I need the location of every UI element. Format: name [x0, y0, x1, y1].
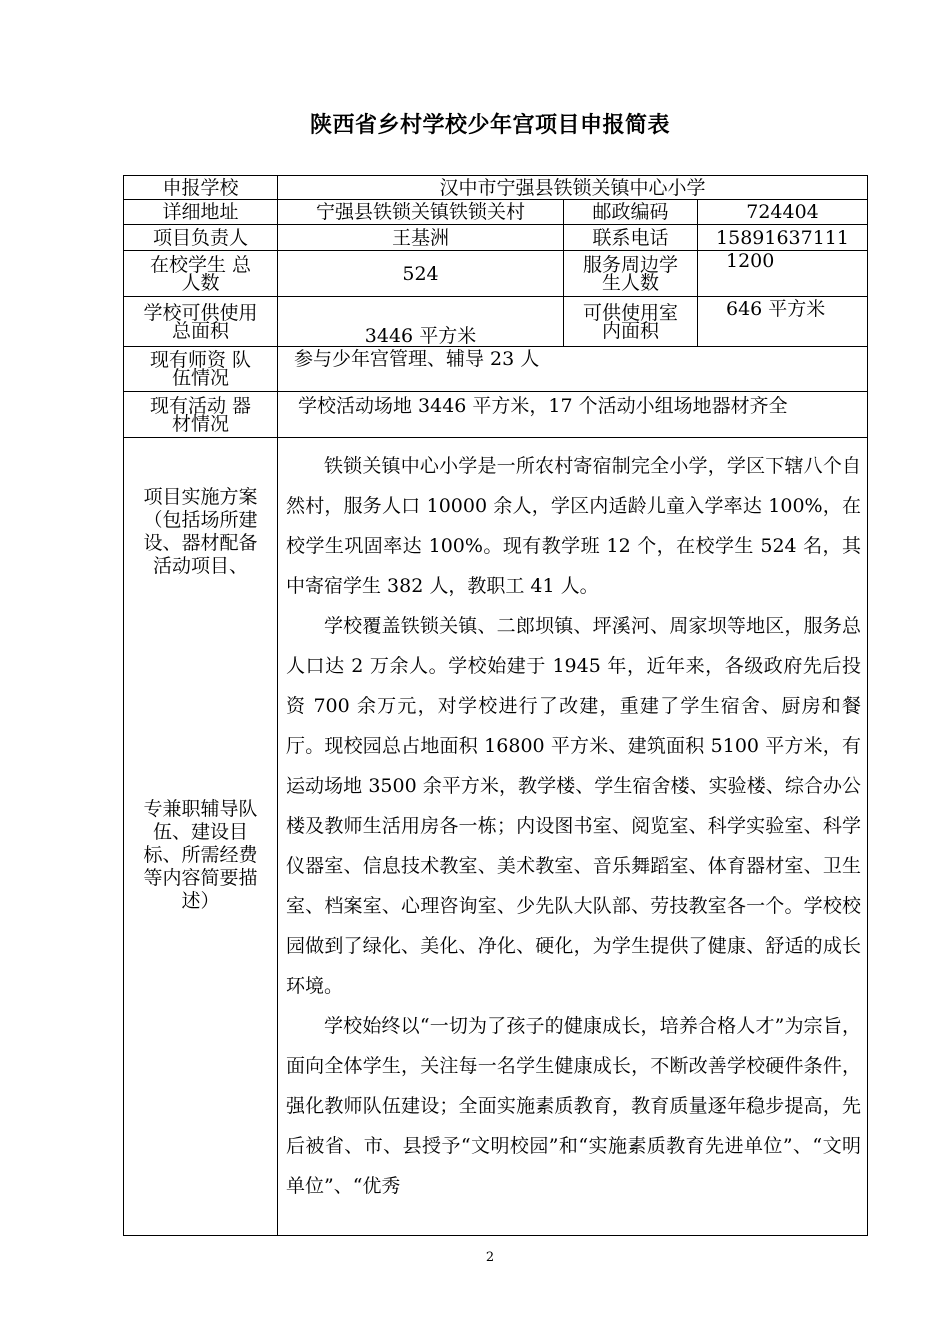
- label-area-line2: 总面积: [171, 319, 229, 342]
- row-area: [124, 297, 868, 347]
- label-service-line1: 服务周边学: [582, 253, 678, 276]
- label-indoor-line1: 可供使用室: [582, 301, 678, 324]
- value-postal-code: 724404: [698, 200, 868, 225]
- label-plan-bottom-line: 标、所需经费: [143, 844, 258, 866]
- page-title: 陕西省乡村学校少年宫项目申报简表: [309, 113, 670, 138]
- value-indoor-area: 646 平方米: [698, 297, 868, 347]
- row-equipment: [124, 392, 868, 438]
- label-plan: [124, 438, 278, 1236]
- value-service-students: 1200: [698, 251, 868, 297]
- label-address: 详细地址: [124, 200, 278, 225]
- label-indoor-area: [564, 297, 698, 347]
- label-equipment-line2: 材情况: [171, 412, 229, 435]
- label-students: [124, 251, 278, 297]
- value-phone: 15891637111: [698, 225, 868, 251]
- page-number: 2: [485, 1250, 495, 1265]
- value-total-area: 3446 平方米: [278, 297, 564, 347]
- description-paragraph: 学校覆盖铁锁关镇、二郎坝镇、坪溪河、周家坝等地区，服务总人口达 2 万余人。学校始建于 1945 年，近年来，各级政府先后投资 700 余万元，对学校进行了改建，重建了学生宿舍、厨房和餐厅。现校园总占地面积 16800 平方米、建筑面积 5100 平方米，有运动场地 3500 余平方米，教学楼、学生宿舍楼、实验楼、综合办公楼及教师生活用房各一栋；内设图书室、阅览室、科学实验室、科学仪器室、信息技术教室、美术教室、音乐舞蹈室、体育器材室、卫生室、档案室、心理咨询室、少先队大队部、劳技教室各一个。学校校园做到了绿化、美化、净化、硬化，为学生提供了健康、舒适的成长环境。: [286, 615, 862, 997]
- value-plan-description: [278, 438, 868, 1236]
- description-paragraph: 学校始终以“一切为了孩子的健康成长，培养合格人才”为宗旨，面向全体学生，关注每一名学生健康成长，不断改善学校硬件条件，强化教师队伍建设；全面实施素质教育，教育质量逐年稳步提高，先后被省、市、县授予“文明校园”和“实施素质教育先进单位”、“文明单位”、“优秀: [286, 1015, 862, 1197]
- label-plan-top-line: 项目实施方案: [143, 486, 258, 508]
- description-paragraph: 铁锁关镇中心小学是一所农村寄宿制完全小学，学区下辖八个自然村，服务人口 10000 余人，学区内适龄儿童入学率达 100%，在校学生巩固率达 100%。现有教学班 12 个，在校学生 524 名，其中寄宿学生 382 人，教职工 41 人。: [286, 455, 862, 597]
- label-total-area: [124, 297, 278, 347]
- label-plan-top-line: （包括场所建: [143, 509, 258, 531]
- label-plan-bottom-line: 等内容简要描: [143, 867, 258, 889]
- row-teachers: [124, 347, 868, 392]
- label-equipment: [124, 392, 278, 438]
- label-school: 申报学校: [124, 176, 278, 200]
- value-school: 汉中市宁强县铁锁关镇中心小学: [278, 176, 868, 200]
- label-students-line2: 人数: [181, 271, 220, 294]
- label-students-line1: 在校学生 总: [149, 253, 252, 276]
- label-equipment-line1: 现有活动 器: [149, 394, 252, 417]
- label-plan-bottom: [124, 798, 277, 913]
- label-area-line1: 学校可供使用: [143, 301, 258, 324]
- label-phone: 联系电话: [564, 225, 698, 251]
- application-form-table: [123, 175, 868, 1236]
- row-school: [124, 176, 868, 200]
- label-service-students: [564, 251, 698, 297]
- label-plan-top-line: 活动项目、: [152, 555, 248, 577]
- row-plan: [124, 438, 868, 1236]
- label-plan-top: [124, 486, 277, 578]
- label-leader: 项目负责人: [124, 225, 278, 251]
- value-students: 524: [278, 251, 564, 297]
- label-service-line2: 生人数: [601, 271, 659, 294]
- label-plan-bottom-line: 述）: [181, 890, 220, 912]
- label-plan-top-line: 设、器材配备: [143, 532, 258, 554]
- label-plan-bottom-line: 伍、建设目: [152, 821, 248, 843]
- label-teachers-line2: 伍情况: [171, 367, 229, 389]
- label-teachers: [124, 347, 278, 392]
- value-equipment: 学校活动场地 3446 平方米，17 个活动小组场地器材齐全: [278, 392, 868, 438]
- label-indoor-line2: 内面积: [601, 319, 659, 342]
- row-students: [124, 251, 868, 297]
- value-leader: 王基洲: [278, 225, 564, 251]
- row-leader: [124, 225, 868, 251]
- label-plan-bottom-line: 专兼职辅导队: [143, 798, 258, 820]
- row-address: [124, 200, 868, 225]
- value-teachers: 参与少年宫管理、辅导 23 人: [278, 347, 868, 392]
- value-address: 宁强县铁锁关镇铁锁关村: [278, 200, 564, 225]
- label-postal-code: 邮政编码: [564, 200, 698, 225]
- label-teachers-line1: 现有师资 队: [149, 349, 252, 371]
